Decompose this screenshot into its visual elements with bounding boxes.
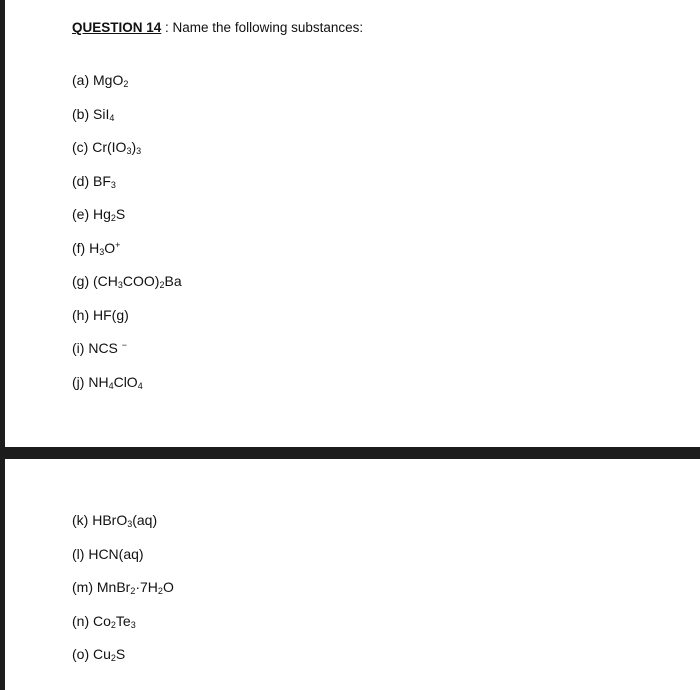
substance-item xyxy=(72,305,363,339)
formula-subscript: 3 xyxy=(99,246,105,257)
item-letter: (n) xyxy=(72,612,93,629)
item-letter: (k) xyxy=(72,512,93,528)
formula-text: ) xyxy=(131,139,137,155)
substance-item xyxy=(72,137,363,171)
formula-text: Hg xyxy=(93,206,111,222)
formula-text: Cr(IO xyxy=(92,139,127,155)
formula-subscript: 2 xyxy=(110,619,116,630)
formula-subscript: 2 xyxy=(157,586,163,596)
formula-text: MnBr xyxy=(96,579,131,595)
formula-text: O xyxy=(104,239,116,256)
formula-subscript: 3 xyxy=(136,146,142,156)
formula-text: (aq) xyxy=(132,512,158,528)
formula-text: S xyxy=(115,646,126,662)
formula-subscript: 2 xyxy=(110,213,116,223)
substance-item xyxy=(72,510,174,544)
formula-text: S xyxy=(115,206,126,222)
substance-list-top xyxy=(72,70,363,405)
item-letter: (e) xyxy=(72,206,93,222)
formula-subscript: 2 xyxy=(110,653,116,663)
formula-subscript: 3 xyxy=(117,280,123,290)
formula-superscript: + xyxy=(115,239,121,250)
formula-text: HF(g) xyxy=(93,306,129,323)
substance-item xyxy=(72,238,363,272)
formula-text: Ba xyxy=(164,273,182,289)
formula-superscript: − xyxy=(121,340,128,350)
formula-text: MgO xyxy=(93,72,124,88)
question-title xyxy=(72,18,363,38)
formula-subscript: 3 xyxy=(126,146,132,156)
formula-subscript: 2 xyxy=(159,280,165,290)
formula-text: H xyxy=(89,239,100,256)
formula-text: ClO xyxy=(113,373,138,390)
formula-text: BF xyxy=(93,172,111,189)
substance-list-bottom xyxy=(72,510,174,678)
formula-text: Te xyxy=(115,612,131,629)
substance-item xyxy=(72,338,363,372)
formula-text: HBrO xyxy=(92,512,128,528)
formula-subscript: 4 xyxy=(137,380,143,391)
formula-subscript: 4 xyxy=(108,380,114,391)
substance-item xyxy=(72,611,174,645)
formula-text: ·7H xyxy=(135,579,158,595)
formula-subscript: 4 xyxy=(109,112,115,123)
question-prompt: : Name the following substances: xyxy=(161,20,364,35)
formula-text: (CH xyxy=(93,273,118,289)
formula-subscript: 3 xyxy=(130,619,136,630)
left-edge-bar xyxy=(0,0,5,690)
item-letter: (m) xyxy=(72,579,97,595)
formula-text: O xyxy=(162,579,174,595)
formula-subscript: 3 xyxy=(127,519,133,529)
item-letter: (c) xyxy=(72,139,93,155)
formula-subscript: 2 xyxy=(123,79,129,89)
item-letter: (h) xyxy=(72,306,93,323)
item-letter: (d) xyxy=(72,172,93,189)
substance-item xyxy=(72,70,363,104)
item-letter: (o) xyxy=(72,646,93,662)
item-letter: (b) xyxy=(72,105,93,122)
formula-text: NH xyxy=(88,373,109,390)
substance-item xyxy=(72,171,363,205)
formula-subscript: 2 xyxy=(130,586,136,596)
substance-item xyxy=(72,577,174,611)
question-panel-top xyxy=(72,18,363,405)
formula-subscript: 3 xyxy=(110,179,116,190)
question-number: QUESTION 14 xyxy=(72,20,162,35)
formula-text: COO) xyxy=(122,273,160,289)
item-letter: (f) xyxy=(72,239,90,256)
item-letter: (i) xyxy=(72,340,89,356)
formula-text: NCS xyxy=(88,340,122,356)
substance-item xyxy=(72,271,363,305)
item-letter: (a) xyxy=(72,72,93,88)
item-letter: (g) xyxy=(72,273,93,289)
substance-item xyxy=(72,204,363,238)
item-letter: (l) xyxy=(72,545,89,562)
formula-text: SiI xyxy=(93,105,110,122)
substance-item xyxy=(72,372,363,406)
substance-item xyxy=(72,104,363,138)
substance-item xyxy=(72,644,174,678)
section-divider xyxy=(0,447,700,459)
formula-text: Co xyxy=(93,612,111,629)
formula-text: HCN(aq) xyxy=(88,545,144,562)
formula-text: Cu xyxy=(93,646,111,662)
item-letter: (j) xyxy=(72,373,89,390)
question-panel-bottom xyxy=(72,510,174,678)
substance-item xyxy=(72,544,174,578)
